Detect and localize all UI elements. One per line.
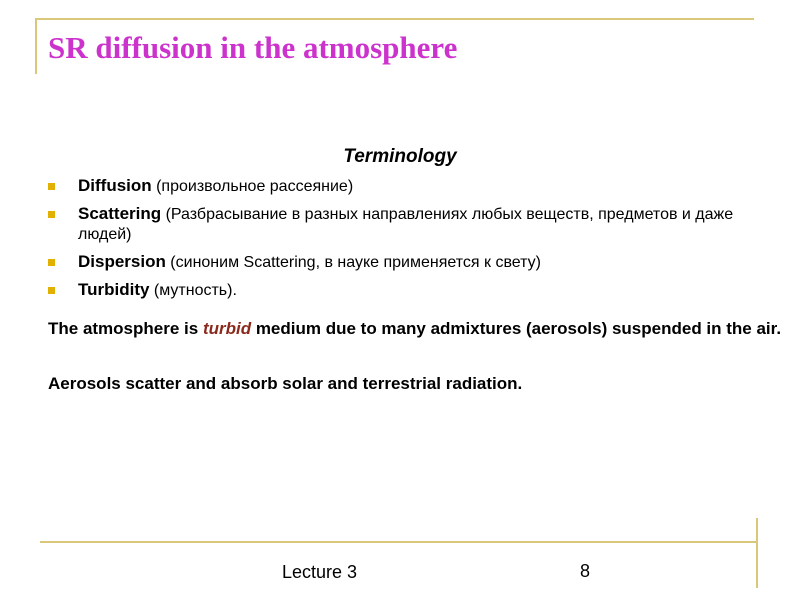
term-name: Turbidity bbox=[78, 280, 150, 299]
bottom-rule bbox=[40, 541, 758, 543]
term-name: Scattering bbox=[78, 204, 162, 223]
list-item bbox=[48, 176, 758, 197]
square-bullet-icon bbox=[48, 259, 55, 266]
term-definition: (мутность). bbox=[149, 282, 237, 299]
atmosphere-paragraph bbox=[48, 318, 788, 340]
left-rule bbox=[35, 18, 37, 74]
terminology-heading: Terminology bbox=[343, 146, 457, 167]
page-number: 8 bbox=[580, 561, 591, 581]
list-item bbox=[48, 204, 758, 245]
terminology-list bbox=[48, 176, 758, 308]
term-name: Dispersion bbox=[78, 252, 166, 271]
term-definition: (Разбрасывание в разных направлениях любых веществ, предметов и даже людей) bbox=[78, 206, 734, 243]
square-bullet-icon bbox=[48, 183, 55, 190]
paragraph-text-end: medium due to many admixtures (aerosols) suspended in the air. bbox=[251, 319, 782, 338]
emphasis-turbid: turbid bbox=[202, 319, 252, 338]
term-definition: (произвольное рассеяние) bbox=[151, 178, 354, 195]
footer-lecture-label: Lecture 3 bbox=[282, 562, 358, 582]
aerosols-paragraph: Aerosols scatter and absorb solar and terrestrial radiation. bbox=[48, 374, 523, 393]
list-item bbox=[48, 280, 758, 301]
list-item bbox=[48, 252, 758, 273]
term-name: Diffusion bbox=[78, 176, 152, 195]
top-rule bbox=[36, 18, 754, 20]
paragraph-text-start: The atmosphere is bbox=[48, 319, 203, 338]
term-definition: (синоним Scattering, в науке применяется к свету) bbox=[165, 254, 541, 271]
square-bullet-icon bbox=[48, 211, 55, 218]
slide-title: SR diffusion in the atmosphere bbox=[48, 30, 458, 65]
square-bullet-icon bbox=[48, 287, 55, 294]
right-rule bbox=[756, 518, 758, 588]
